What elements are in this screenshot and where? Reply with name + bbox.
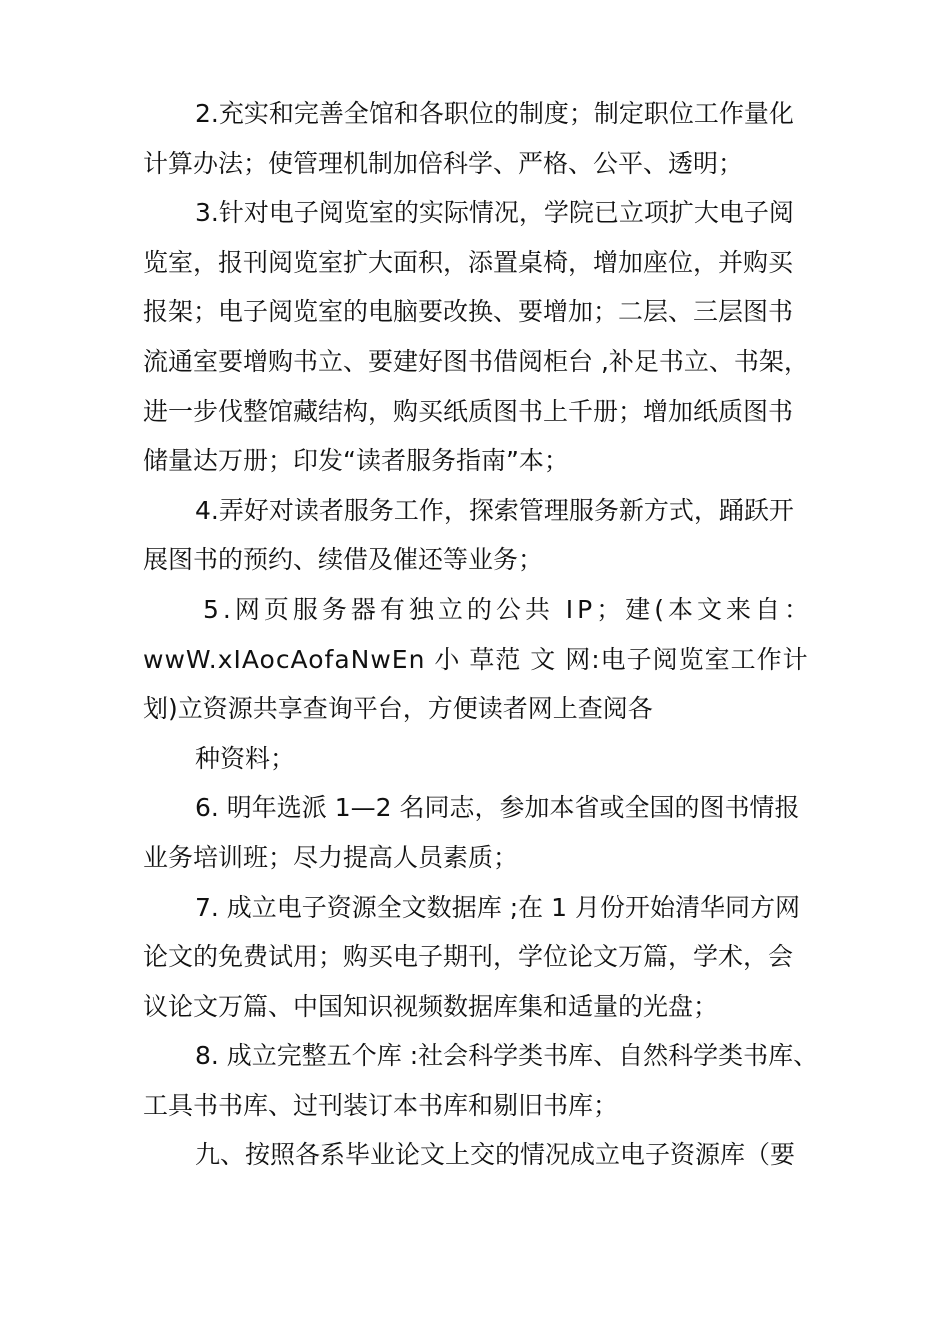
paragraph-3-line-3: 报架；电子阅览室的电脑要改换、要增加；二层、三层图书 xyxy=(143,297,794,327)
paragraph-4-line-2: 展图书的预约、续借及催还等业务； xyxy=(143,545,544,575)
paragraph-6-line-2: 业务培训班；尽力提高人员素质； xyxy=(143,842,519,872)
document-body xyxy=(143,89,819,1180)
paragraph-9-line-1: 九、按照各系毕业论文上交的情况成立电子资源库（要 xyxy=(195,1140,796,1170)
paragraph-7-line-1: 7. 成立电子资源全文数据库 ;在 1 月份开始清华同方网 xyxy=(195,892,800,922)
paragraph-6-line-1: 6. 明年选派 1—2 名同志，参加本省或全国的图书情报 xyxy=(195,793,800,823)
paragraph-3-line-5: 进一步伐整馆藏结构，购买纸质图书上千册；增加纸质图书 xyxy=(143,396,794,426)
paragraph-5-line-2: wwW.xIAocAofaNwEn 小 草范 文 网:电子阅览室工作计 xyxy=(143,644,809,674)
paragraph-2-line-2: 计算办法；使管理机制加倍科学、严格、公平、透明； xyxy=(143,148,744,178)
paragraph-3-line-2: 览室，报刊阅览室扩大面积，添置桌椅，增加座位，并购买 xyxy=(143,247,794,277)
paragraph-5-line-3: 划)立资源共享查询平台，方便读者网上查阅各 xyxy=(143,694,653,724)
paragraph-8-line-1: 8. 成立完整五个库 :社会科学类书库、自然科学类书库、 xyxy=(195,1041,819,1071)
paragraph-7-line-2: 论文的免费试用；购买电子期刊，学位论文万篇，学术，会 xyxy=(143,942,794,972)
paragraph-3-line-6: 储量达万册；印发“读者服务指南”本； xyxy=(143,446,569,476)
paragraph-8-line-2: 工具书书库、过刊装订本书库和剔旧书库； xyxy=(143,1090,619,1120)
paragraph-7-line-3: 议论文万篇、中国知识视频数据库集和适量的光盘； xyxy=(143,991,719,1021)
paragraph-3-line-4: 流通室要增购书立、要建好图书借阅柜台 ,补足书立、书架， xyxy=(143,346,809,376)
paragraph-4-line-1: 4.弄好对读者服务工作，探索管理服务新方式，踊跃开 xyxy=(195,495,794,525)
paragraph-5-line-4: 种资料； xyxy=(195,743,296,773)
paragraph-3-line-1: 3.针对电子阅览室的实际情况，学院已立项扩大电子阅 xyxy=(195,198,794,228)
paragraph-5-line-1: 5.网页服务器有独立的公共 IP；建(本文来自： xyxy=(203,594,814,624)
paragraph-2-line-1: 2.充实和完善全馆和各职位的制度；制定职位工作量化 xyxy=(195,99,794,128)
